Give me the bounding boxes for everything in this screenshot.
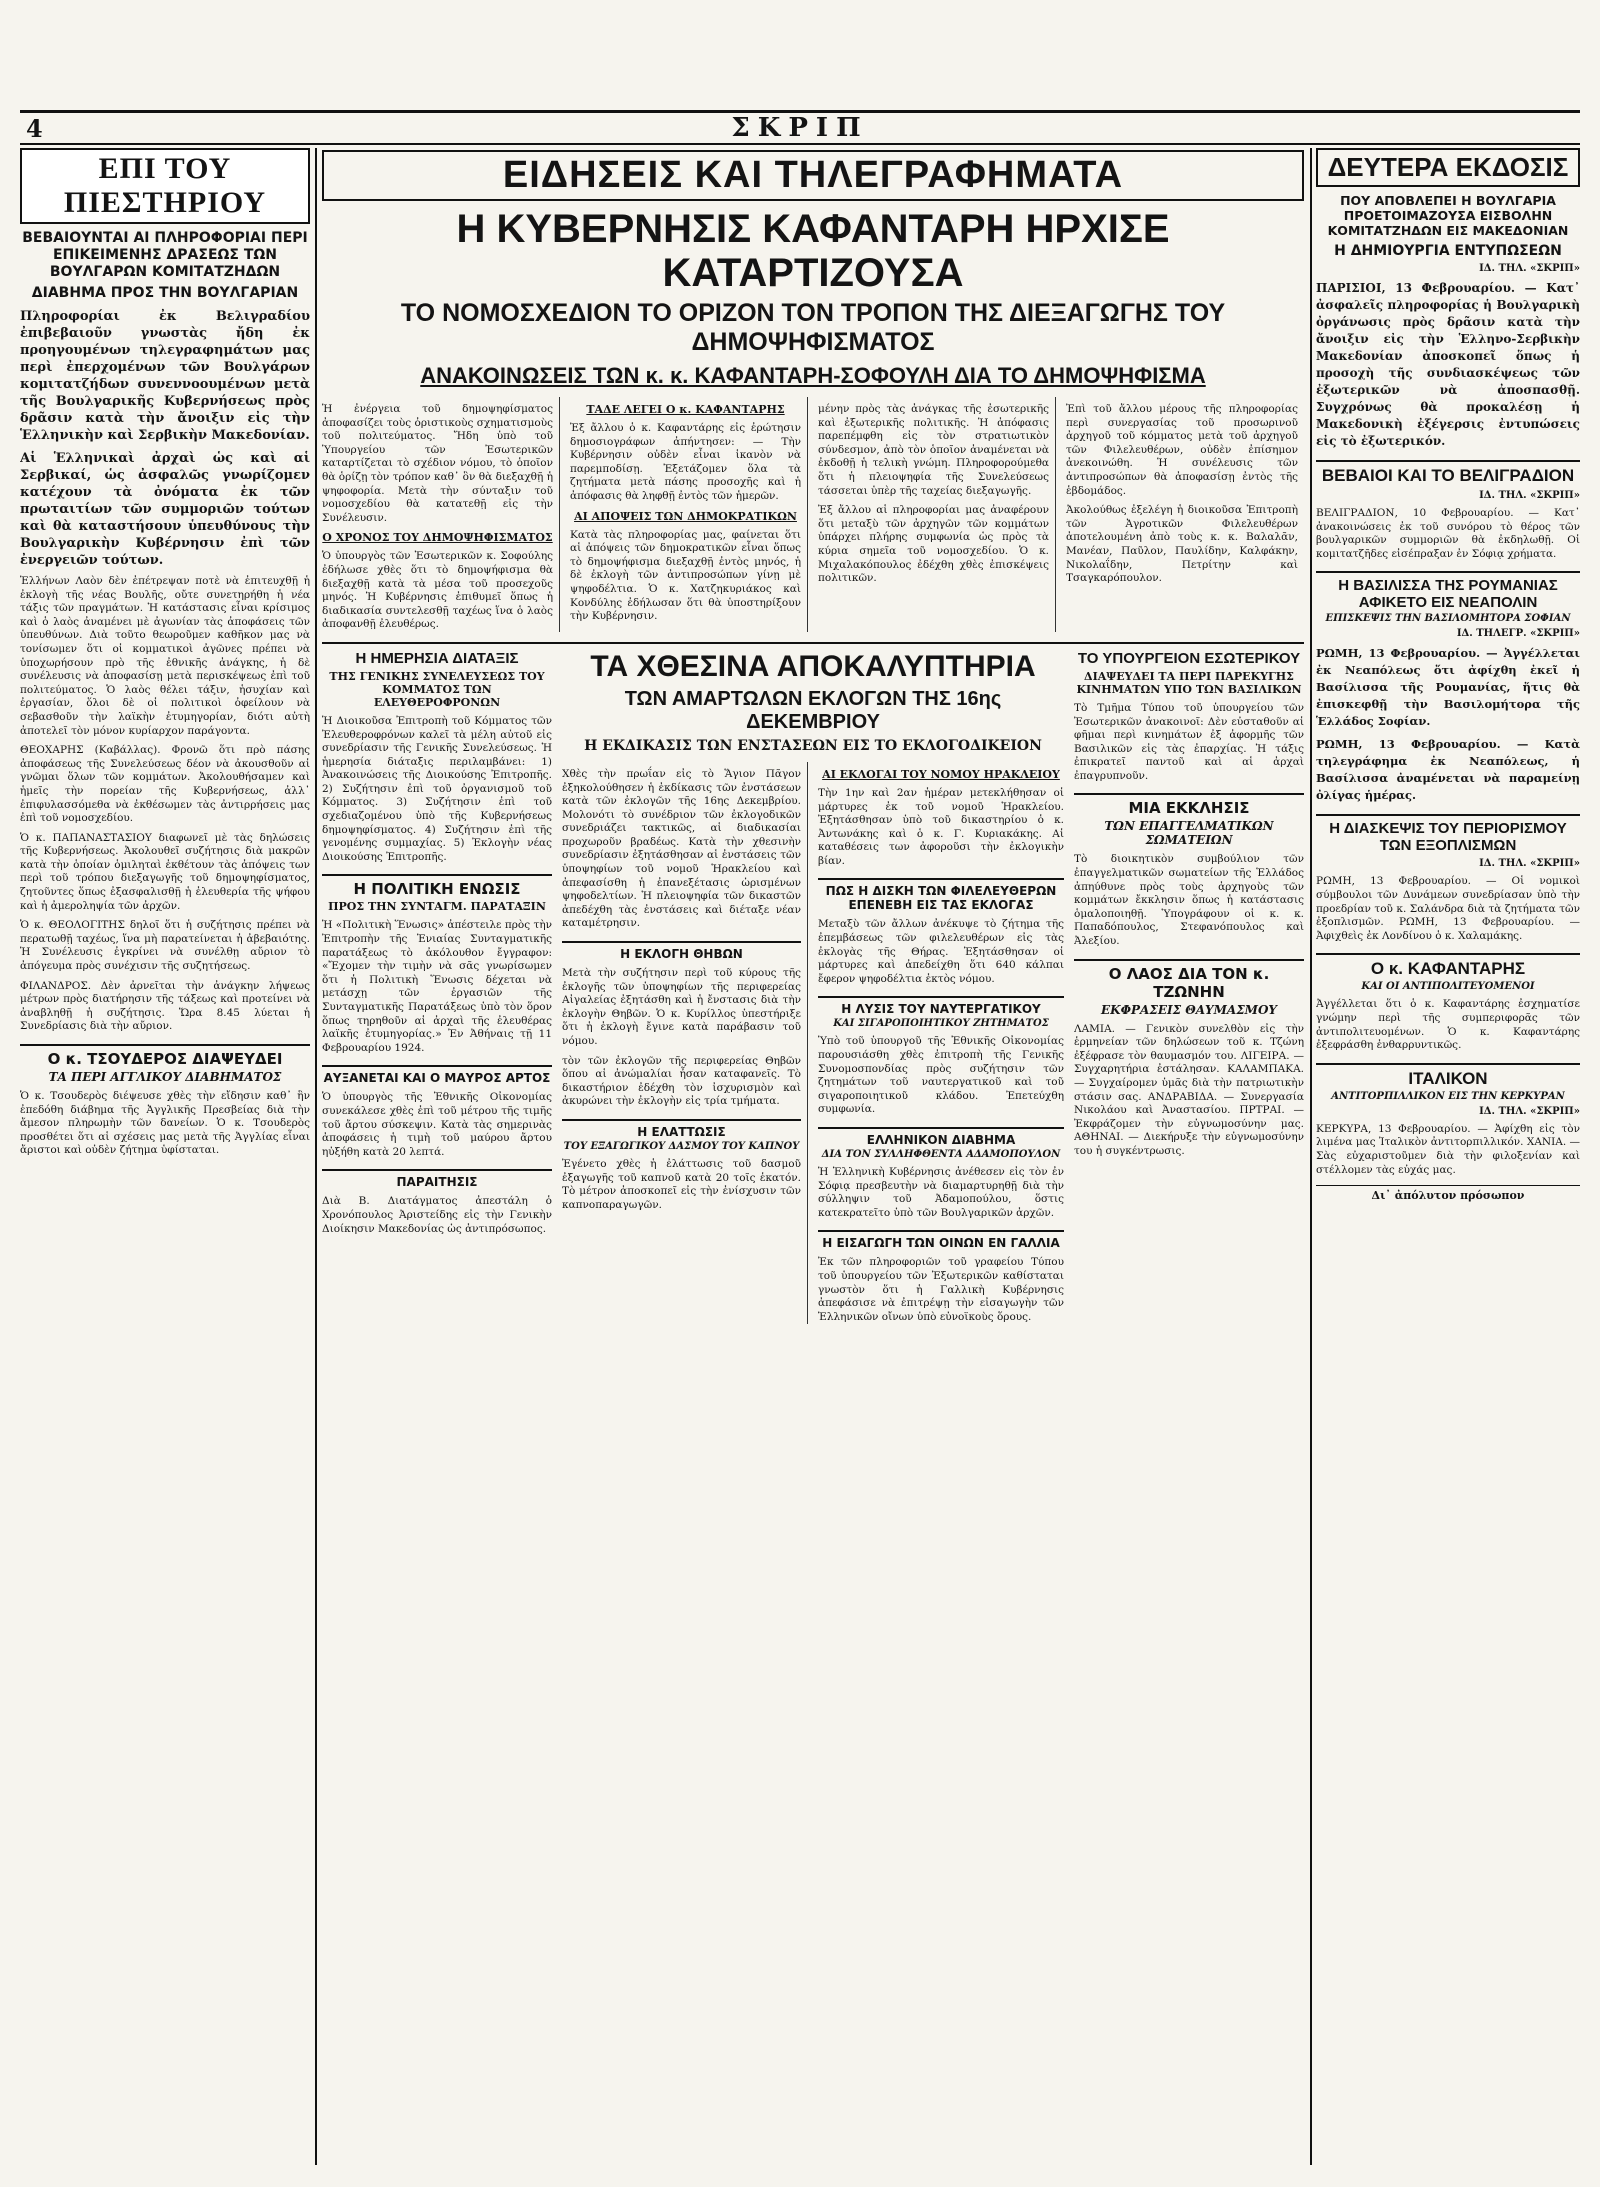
- belgrade-head: ΒΕΒΑΙΟΙ ΚΑΙ ΤΟ ΒΕΛΙΓΡΑΔΙΟΝ: [1316, 460, 1580, 486]
- kafantaris-sub: ΚΑΙ ΟΙ ΑΝΤΙΠΟΛΙΤΕΥΟΜΕΝΟΙ: [1361, 981, 1535, 993]
- main-headline: Η ΚΥΒΕΡΝΗΣΙΣ ΚΑΦΑΝΤΑΡΗ ΗΡΧΙΣΕ ΚΑΤΑΡΤΙΖΟΥΣΑ: [456, 207, 1170, 295]
- kafantaris-head: Ο κ. ΚΑΦΑΝΤΑΡΗΣ: [1316, 953, 1580, 979]
- lead-col-2-head-2: ΑΙ ΑΠΟΨΕΙΣ ΤΩΝ ΔΗΜΟΚΡΑΤΙΚΩΝ: [574, 509, 797, 523]
- heraklion-body: Τὴν 1ην καὶ 2αν ἡμέραν μετεκλήθησαν οἱ μάρτυρες ἐκ τοῦ νομοῦ Ἡρακλείου. Ἐξητάσθησαν ὑπὸ τοῦ δικαστηρίου ὁ κ. Ἀντωνάκης καὶ ὁ κ. Γ. Κυριακάκης. Αἱ καταθέσεις των ἀφοροῦσι τὴν ἐκλογικὴν βίαν.: [818, 786, 1064, 867]
- unveiling-col-1: [562, 762, 808, 1324]
- newspaper-title: ΣΚΡΙΠ: [731, 113, 869, 143]
- interior-ministry-sub: ΔΙΑΨΕΥΔΕΙ ΤΑ ΠΕΡΙ ΠΑΡΕΚΥΓΗΣ ΚΙΝΗΜΑΤΩΝ ΥΠΟ ΤΩΝ ΒΑΣΙΛΙΚΩΝ: [1076, 669, 1302, 696]
- unveiling-sub: ΤΩΝ ΑΜΑΡΤΩΛΩΝ ΕΚΛΟΓΩΝ ΤΗΣ 16ης ΔΕΚΕΜΒΡΙΟΥ: [624, 687, 1002, 733]
- left-body-2: ΘΕΟΧΑΡΗΣ (Καβάλλας). Φρονῶ ὅτι πρὸ πάσης ἀποφάσεως τῆς Συνελεύσεως δέον νὰ ἀκουσθοῦν αἱ γνῶμαι ὅλων τῶν κομμάτων. Ἀκολουθήσαμεν καὶ ἡμεῖς τὴν πορείαν τῆς Κυβερνήσεως, ἀλλ᾽ ἐπιφυλασσόμεθα νὰ ἐκθέσωμεν τὰς ἀντιρρήσεις μας ἐπὶ τοῦ νομοσχεδίου.: [20, 744, 310, 825]
- left-column: [20, 148, 310, 2165]
- lead-col-2: [570, 397, 808, 632]
- thebes-body-2: τὸν τῶν ἐκλογῶν τῆς περιφερείας Θηβῶν ὅπου αἱ ἀνώμαλίαι ἦσαν καταφανεῖς. Τὸ δικαστήριον ἐδέχθη τὸν ἰσχυρισμὸν καὶ ἀκυρώνει τὴν ἐκλογὴν εἰς τρία τμήματα.: [562, 1054, 801, 1108]
- page-number: 4: [26, 113, 43, 143]
- italian-body: ΚΕΡΚΥΡΑ, 13 Φεβρουαρίου. — Ἀφίχθη εἰς τὸν λιμένα μας Ἰταλικὸν ἀντιτορπιλλικόν. ΧΑΝΙΑ. — Σὰς εὐχαριστοῦμεν διὰ τὴν φιλοξενίαν καὶ στέλλομεν τὰς εὐχάς μας.: [1316, 1122, 1580, 1176]
- diplomatic-body: Ἡ Ἑλληνικὴ Κυβέρνησις ἀνέθεσεν εἰς τὸν ἐν Σόφιᾳ πρεσβευτὴν νὰ διαμαρτυρηθῇ διὰ τὴν σύλληψιν τοῦ Ἀδαμοπούλου, ὅστις κατεκρατεῖτο ὑπὸ τῶν Βουλγαρικῶν ἀρχῶν.: [818, 1166, 1064, 1219]
- left-section-body: Ὁ κ. Τσουδερὸς διέψευσε χθὲς τὴν εἴδησιν καθ᾽ ἣν ἐπεδόθη διάβημα τῆς Ἀγγλικῆς Πρεσβείας διὰ τὴν ἄμεσον πληρωμὴν τῶν δανείων. Ὁ κ. Τσουδερὸς προσθέτει ὅτι αἱ σχέσεις μας μετὰ τῆς Ἀγγλίας εἶναι ἄριστοι καὶ οὐδὲν ζήτημα ὑφίσταται.: [20, 1090, 310, 1157]
- people-sub: ΕΚΦΡΑΣΕΙΣ ΘΑΥΜΑΣΜΟΥ: [1101, 1002, 1277, 1017]
- people-head: Ο ΛΑΟΣ ΔΙΑ ΤΟΝ κ. ΤΖΩΝΗΝ: [1074, 959, 1304, 1001]
- lead-col-4-text: Ἐπὶ τοῦ ἄλλου μέρους τῆς πληροφορίας περὶ συνεργασίας τοῦ προσωρινοῦ ἀρχηγοῦ τοῦ κόμματος μετὰ τοῦ ἀρχηγοῦ τῶν Φιλελευθέρων, οὐδὲν ἐπίσημον ἀνεκοινώθη. Ἡ συνέλευσις τῶν ἀντιπροσώπων θὰ ἀποφασίσῃ ἐντὸς τῆς ἑβδομάδος.: [1066, 403, 1298, 497]
- thebes-body: Μετὰ τὴν συζήτησιν περὶ τοῦ κύρους τῆς ἐκλογῆς τῶν ὑποψηφίων τῆς περιφερείας Αἰγαλείας ἐξητάσθη καὶ ἡ ἔνστασις διὰ τὴν ἐκλογὴν Θηβῶν. Ὁ κ. Κυρίλλος ὑπεστήριξε ὅτι ἡ ἐκλογὴ ἔγινε κατὰ παράβασιν τοῦ νόμου.: [562, 967, 801, 1047]
- section-banner: ΕΙΔΗΣΕΙΣ ΚΑΙ ΤΗΛΕΓΡΑΦΗΜΑΤΑ: [322, 150, 1304, 201]
- lead-col-1-head: Ο ΧΡΟΝΟΣ ΤΟΥ ΔΗΜΟΨΗΦΙΣΜΑΤΟΣ: [322, 531, 553, 545]
- main-subline: ΤΟ ΝΟΜΟΣΧΕΔΙΟΝ ΤΟ ΟΡΙΖΟΝ ΤΟΝ ΤΡΟΠΟΝ ΤΗΣ ΔΙΕΞΑΓΩΓΗΣ ΤΟΥ ΔΗΜΟΨΗΦΙΣΜΑΤΟΣ: [400, 299, 1226, 356]
- appeal-head: ΜΙΑ ΕΚΚΛΗΣΙΣ: [1074, 793, 1304, 817]
- bread-body: Ὁ ὑπουργὸς τῆς Ἐθνικῆς Οἰκονομίας συνεκάλεσε χθὲς ἐπὶ τοῦ μέτρου τῆς τιμῆς τοῦ ἄρτου σύσκεψιν. Κατὰ τὰς σημερινὰς ἀποφάσεις ἡ τιμὴ τοῦ μαύρου ἄρτου ηὐξήθη κατὰ 20 λεπτά.: [322, 1091, 552, 1158]
- conference-body: ΡΩΜΗ, 13 Φεβρουαρίου. — Οἱ νομικοὶ σύμβουλοι τῶν Δυνάμεων συνεδρίασαν ὑπὸ τὴν προεδρίαν τοῦ κ. Σαλάνδρα διὰ τὰ ζητήματα τῶν ἐξοπλισμῶν. ΡΩΜΗ, 13 Φεβρουαρίου. — Ἀφιχθεὶς ἐκ Λονδίνου ὁ κ. Χαλαμάκης.: [1316, 875, 1580, 942]
- italian-sub: ΑΝΤΙΤΟΡΠΙΛΛΙΚΟΝ ΕΙΣ ΤΗΝ ΚΕΡΚΥΡΑΝ: [1331, 1090, 1565, 1102]
- seamen-head: Η ΛΥΣΙΣ ΤΟΥ ΝΑΥΤΕΡΓΑΤΙΚΟΥ: [818, 996, 1064, 1016]
- left-section-sub: ΤΑ ΠΕΡΙ ΑΓΓΛΙΚΟΥ ΔΙΑΒΗΜΑΤΟΣ: [48, 1070, 282, 1084]
- political-union-body: Ἡ «Πολιτικὴ Ἕνωσις» ἀπέστειλε πρὸς τὴν Ἐπιτροπὴν τῆς Ἑνιαίας Συνταγματικῆς παρατάξεως τὸ ἀκόλουθον ἔγγραφον: «Ἔχομεν τὴν τιμὴν νὰ σᾶς γνωρίσωμεν ὅτι ἡ Πολιτικὴ Ἕνωσις δέχεται νὰ μετάσχῃ τῶν ἐργασιῶν τῆς Συνταγματικῆς Παρατάξεως ὑπὸ τὸν ὅρον ὅπως τηρηθοῦν αἱ ἀρχαὶ τῆς ἐλευθέρας λαϊκῆς ἐτυμηγορίας.» Ἐν Ἀθήναις τῇ 11 Φεβρουαρίου 1924.: [322, 919, 552, 1054]
- appeal-body: Τὸ διοικητικὸν συμβούλιον τῶν ἐπαγγελματικῶν σωματείων τῆς Ἑλλάδος ἀπηύθυνε πρὸς τοὺς ἀρχηγοὺς τῶν κομμάτων ἔκκλησιν ὅπως ἡ κατάστασις ὁμαλοποιηθῇ. Ὑπογράφουν οἱ κ. κ. Παπαδόπουλος, Στεφανόπουλος καὶ Ἀλεξίου.: [1074, 853, 1304, 948]
- center-column: [322, 148, 1304, 2165]
- interior-ministry-head: ΤΟ ΥΠΟΥΡΓΕΙΟΝ ΕΣΩΤΕΡΙΚΟΥ: [1077, 649, 1301, 667]
- queen-head: Η ΒΑΣΙΛΙΣΣΑ ΤΗΣ ΡΟΥΜΑΝΙΑΣ ΑΦΙΚΕΤΟ ΕΙΣ ΝΕΑΠΟΛΙΝ: [1316, 571, 1580, 611]
- bread-head: ΑΥΞΑΝΕΤΑΙ ΚΑΙ Ο ΜΑΥΡΟΣ ΑΡΤΟΣ: [322, 1065, 552, 1085]
- resignation-body: Διὰ Β. Διατάγματος ἀπεστάλη ὁ Χρονόπουλος Ἀριστείδης εἰς τὴν Γενικὴν Διοίκησιν Μακεδονίας ὡς ἀντιπρόσωπος.: [322, 1195, 552, 1235]
- political-union-sub: ΠΡΟΣ ΤΗΝ ΣΥΝΤΑΓΜ. ΠΑΡΑΤΑΞΙΝ: [328, 900, 546, 914]
- queen-body-2: ΡΩΜΗ, 13 Φεβρουαρίου. — Κατὰ τηλεγράφημα ἐκ Νεαπόλεως, ἡ Βασίλισσα ἀναμένεται νὰ παραμείνῃ ὀλίγας ἡμέρας.: [1316, 737, 1580, 803]
- lead-col-2-text-2: Κατὰ τὰς πληροφορίας μας, φαίνεται ὅτι αἱ ἀπόψεις τῶν δημοκρατικῶν εἶναι ὅπως τὸ δημοψήφισμα διεξαχθῇ ἐντὸς μηνός, ἡ δὲ ἐκλογὴ τῶν ἀντιπροσώπων γίνῃ μὲ ψηφοδέλτια. Ὁ κ. Χατζηκυριάκος καὶ Κονδύλης ἐδήλωσαν ὅτι θὰ ὑποστηρίξουν τὴν Κυβέρνησιν.: [570, 528, 801, 623]
- unveiling-columns: [562, 762, 1064, 1324]
- dateline: ΙΔ. ΤΗΛΕΓΡ. «ΣΚΡΙΠ»: [1456, 628, 1580, 640]
- diplomatic-head: ΕΛΛΗΝΙΚΟΝ ΔΙΑΒΗΜΑ: [818, 1127, 1064, 1147]
- lower-left: [322, 650, 552, 1324]
- lower-center: [562, 650, 1064, 1324]
- left-body-3: Ὁ κ. ΠΑΠΑΝΑΣΤΑΣΙΟΥ διαφωνεῖ μὲ τὰς δηλώσεις τῆς Κυβερνήσεως. Ἀκολουθεῖ συζήτησις διὰ μακρῶν κατὰ τὴν ὁποίαν ὁμιληταὶ ἐκθέτουν τὰς ἀπόψεις των περὶ τοῦ τρόπου διεξαγωγῆς τοῦ δημοψηφίσματος, ζητοῦντες ὅπως ἐξασφαλισθῇ ἡ ἐλευθερία τῆς ψήφου καὶ ἡ ἀμεροληψία τῶν ἀρχῶν.: [20, 831, 310, 912]
- agenda-body: Ἡ Διοικοῦσα Ἐπιτροπὴ τοῦ Κόμματος τῶν Ἐλευθεροφρόνων καλεῖ τὰ μέλη αὐτοῦ εἰς συνεδρίασιν τῆς Γενικῆς Συνελεύσεως. Ἡ ἡμερησία διάταξις περιλαμβάνει: 1) Ἀνακοινώσεις τῆς Διοικούσης Ἐπιτροπῆς. 2) Συζήτησιν ἐπὶ τοῦ ὀργανισμοῦ τοῦ Κόμματος. 3) Συζήτησιν ἐπὶ τοῦ σχεδιαζομένου ὑπὸ τῆς Κυβερνήσεως δημοψηφίσματος. 4) Συζήτησιν ἐπὶ τῆς γενομένης συμμαχίας. 5) Ἐκλογὴν νέας Διοικούσης Ἐπιτροπῆς.: [322, 714, 552, 863]
- lead-col-1-text-2: Ὁ ὑπουργὸς τῶν Ἐσωτερικῶν κ. Σοφούλης ἐδήλωσε χθὲς ὅτι τὸ δημοψήφισμα θὰ διεξαχθῇ κατὰ τὰ μέσα τοῦ προσεχοῦς μηνός. Ἡ Κυβέρνησις ἐπιθυμεῖ ὅπως ἡ διαδικασία συντελεσθῇ ταχέως ἵνα ὁ λαὸς ἀποφανθῇ ἐλευθέρως.: [322, 550, 553, 631]
- tobacco-body: Ἐγένετο χθὲς ἡ ἐλάττωσις τοῦ δασμοῦ ἐξαγωγῆς τοῦ καπνοῦ κατὰ 20 τοῖς ἑκατόν. Τὸ μέτρον ἀποσκοπεῖ εἰς τὴν ἐνίσχυσιν τῶν καπνοπαραγωγῶν.: [562, 1157, 801, 1211]
- lead-col-3: [818, 397, 1056, 632]
- liberals-head: ΠΩΣ Η ΔΙΣΚΗ ΤΩΝ ΦΙΛΕΛΕΥΘΕΡΩΝ ΕΠΕΝΕΒΗ ΕΙΣ ΤΑΣ ΕΚΛΟΓΑΣ: [818, 878, 1064, 912]
- second-edition-head: ΔΕΥΤΕΡΑ ΕΚΔΟΣΙΣ: [1316, 148, 1580, 187]
- kafantaris-body: Ἀγγέλλεται ὅτι ὁ κ. Καφαντάρης ἐσχηματίσε γνώμην περὶ τῆς συμπεριφορᾶς τῶν ἀντιπολιτευομένων. Ὁ κ. Καφαντάρης ἐξεφράσθη ἐνθαρρυντικῶς.: [1316, 998, 1580, 1052]
- lead-col-4-text-2: Ἀκολούθως ἐξελέγη ἡ διοικοῦσα Ἐπιτροπὴ τῶν Ἀγροτικῶν Φιλελευθέρων ἀποτελουμένη ἀπὸ τοὺς κ. κ. Βαλαλᾶν, Μανέαν, Παῦλον, Παυλίδην, Καλφάκην, Νικολαΐδην, Πετρίτην καὶ Τσαγκαρόπουλον.: [1066, 504, 1298, 585]
- column-rule: [1310, 148, 1312, 2165]
- right-column: [1316, 148, 1580, 2165]
- wine-head: Η ΕΙΣΑΓΩΓΗ ΤΩΝ ΟΙΝΩΝ ΕΝ ΓΑΛΛΙΑ: [818, 1230, 1064, 1250]
- italian-head: ΙΤΑΛΙΚΟΝ: [1316, 1063, 1580, 1089]
- tobacco-head: Η ΕΛΑΤΤΩΣΙΣ: [562, 1119, 801, 1139]
- lead-col-2-text: Ἐξ ἄλλου ὁ κ. Καφαντάρης εἰς ἐρώτησιν δημοσιογράφων ἀπήντησεν: — Τὴν Κυβέρνησιν οὐδὲν εἶναι ἱκανὸν νὰ παρεμποδίσῃ. Ἐξετάζομεν ὅλα τὰ ζητήματα μετὰ πάσης προσοχῆς καὶ ἡ ἀπόφασις θὰ ληφθῇ ἐντὸς τῶν ἡμερῶν.: [570, 422, 801, 502]
- left-lead-2: Αἱ Ἑλληνικαὶ ἀρχαὶ ὡς καὶ αἱ Σερβικαί, ὡς ἀσφαλῶς γνωρίζομεν κατέχουν τὰ ὀνόματα ἐκ τῶν πρωταιτίων τῶν συμμοριῶν τούτων καὶ θὰ καταστήσουν ὑπευθύνους τὴν Βουλγαρικὴν Κυβέρνησιν ἐπὶ τῶν ἐνεργειῶν τούτων.: [20, 451, 310, 568]
- dateline: ΙΔ. ΤΗΛ. «ΣΚΡΙΠ»: [1479, 1105, 1580, 1117]
- political-union-head: Η ΠΟΛΙΤΙΚΗ ΕΝΩΣΙΣ: [322, 874, 552, 898]
- appeal-sub: ΤΩΝ ΕΠΑΓΓΕΛΜΑΤΙΚΩΝ ΣΩΜΑΤΕΙΩΝ: [1104, 819, 1274, 848]
- queen-sub: ΕΠΙΣΚΕΨΙΣ ΤΗΝ ΒΑΣΙΛΟΜΗΤΟΡΑ ΣΟΦΙΑΝ: [1325, 613, 1571, 625]
- heraklion-head: ΑΙ ΕΚΛΟΓΑΙ ΤΟΥ ΝΟΜΟΥ ΗΡΑΚΛΕΙΟΥ: [822, 767, 1060, 781]
- unveiling-head: ΤΑ ΧΘΕΣΙΝΑ ΑΠΟΚΑΛΥΠΤΗΡΙΑ: [590, 649, 1036, 683]
- seamen-sub: ΚΑΙ ΣΙΓΑΡΟΠΟΙΗΤΙΚΟΥ ΖΗΤΗΜΑΤΟΣ: [833, 1018, 1049, 1030]
- lower-section: [322, 642, 1304, 1324]
- resignation-head: ΠΑΡΑΙΤΗΣΙΣ: [322, 1169, 552, 1189]
- second-edition-sub-2: Η ΔΗΜΙΟΥΡΓΙΑ ΕΝΤΥΠΩΣΕΩΝ: [1334, 243, 1562, 259]
- lead-col-1: [322, 397, 560, 632]
- lead-col-3-text: μένην πρὸς τὰς ἀνάγκας τῆς ἐσωτερικῆς καὶ ἐξωτερικῆς πολιτικῆς. Ἡ ἀπόφασις παρεπέμφθη εἰς τὸν στρατιωτικὸν σύνδεσμον, ἀπὸ τὸν ὁποῖον ἀναμένεται νὰ ἐκδοθῇ ἡ τελικὴ γνώμη. Πληροφορούμεθα ὅτι ἡ πλειοψηφία τῆς Συνελεύσεως τάσσεται ὑπὲρ τῆς ταχείας διεξαγωγῆς.: [818, 403, 1049, 497]
- conference-head: Η ΔΙΑΣΚΕΨΙΣ ΤΟΥ ΠΕΡΙΟΡΙΣΜΟΥ ΤΩΝ ΕΞΟΠΛΙΣΜΩΝ: [1316, 814, 1580, 854]
- paris-body: ΠΑΡΙΣΙΟΙ, 13 Φεβρουαρίου. — Κατ᾽ ἀσφαλεῖς πληροφορίας ἡ Βουλγαρικὴ ὀργάνωσις πρὸς δρᾶσιν κατὰ τὴν ἄνοιξιν εἰς τὴν Ἑλληνο-Σερβικὴν Μακεδονίαν ἀποσκοπεῖ ὅπως ἡ προσοχὴ τῆς συνδιασκέψεως τῶν ἐξωτερικῶν νὰ ἀποσπασθῇ. Συγχρόνως θὰ προκαλέσῃ ἡ Μακεδονικὴ ἐξέγερσις ἐντυπώσεις εἰς τὸ ἐξωτερικόν.: [1316, 281, 1580, 448]
- unveiling-sub-2: Η ΕΚΔΙΚΑΣΙΣ ΤΩΝ ΕΝΣΤΑΣΕΩΝ ΕΙΣ ΤΟ ΕΚΛΟΓΟΔΙΚΕΙΟΝ: [584, 737, 1042, 754]
- left-headline: ΕΠΙ ΤΟΥ ΠΙΕΣΤΗΡΙΟΥ: [20, 148, 310, 224]
- dateline: ΙΔ. ΤΗΛ. «ΣΚΡΙΠ»: [1479, 490, 1580, 501]
- left-lead: Πληροφορίαι ἐκ Βελιγραδίου ἐπιβεβαιοῦν γνωστὰς ἤδη ἐκ προηγουμένων τηλεγραφημάτων μας περὶ ἐπερχομένων τῶν Βουλγάρων κομιτατζήδων συνεννοουμένων μετὰ τῆς Βουλγαρικῆς Κυβερνήσεως πρὸς δρᾶσιν κατὰ τὴν ἄνοιξιν εἰς τὴν Ἑλληνικὴν καὶ Σερβικὴν Μακεδονίαν.: [20, 309, 310, 443]
- queen-body: ΡΩΜΗ, 13 Φεβρουαρίου. — Ἀγγέλλεται ἐκ Νεαπόλεως ὅτι ἀφίχθη ἐκεῖ ἡ Βασίλισσα τῆς Ρουμανίας, ἥτις θὰ ἐπισκεφθῇ τὴν Βασιλομήτορα τῆς Ἑλλάδος Σοφίαν.: [1316, 646, 1580, 729]
- left-subhead: ΒΕΒΑΙΟΥΝΤΑΙ ΑΙ ΠΛΗΡΟΦΟΡΙΑΙ ΠΕΡΙ ΕΠΙΚΕΙΜΕΝΗΣ ΔΡΑΣΕΩΣ ΤΩΝ ΒΟΥΛΓΑΡΩΝ ΚΟΜΙΤΑΤΖΗΔΩΝ: [22, 230, 308, 280]
- diplomatic-sub: ΔΙΑ ΤΟΝ ΣΥΛΛΗΦΘΕΝΤΑ ΑΔΑΜΟΠΟΥΛΟΝ: [821, 1149, 1061, 1160]
- agenda-sub: ΤΗΣ ΓΕΝΙΚΗΣ ΣΥΝΕΛΕΥΣΕΩΣ ΤΟΥ ΚΟΜΜΑΤΟΣ ΤΩΝ ΕΛΕΥΘΕΡΟΦΡΟΝΩΝ: [329, 669, 545, 709]
- dateline: ΙΔ. ΤΗΛ. «ΣΚΡΙΠ»: [1479, 858, 1580, 870]
- liberals-body: Μεταξὺ τῶν ἄλλων ἀνέκυψε τὸ ζήτημα τῆς ἐπεμβάσεως τῶν φιλελευθέρων εἰς τὰς ἐκλογὰς τῆς Θήρας. Ἐξητάσθησαν οἱ μάρτυρες καὶ ἀπεδείχθη ὅτι 640 κάλπαι ἔφερον ψηφοδέλτια ἐκτὸς νόμου.: [818, 918, 1064, 985]
- dateline: ΙΔ. ΤΗΛ. «ΣΚΡΙΠ»: [1479, 263, 1580, 274]
- agenda-head: Η ΗΜΕΡΗΣΙΑ ΔΙΑΤΑΞΙΣ: [355, 649, 519, 667]
- unveiling-body-1: Χθὲς τὴν πρωΐαν εἰς τὸ Ἅγιον Πᾶγον ἐξηκολούθησεν ἡ ἐκδίκασις τῶν ἐνστάσεων κατὰ τῶν ἐκλογῶν τῆς 16ης Δεκεμβρίου. Μολονότι τὸ συνέδριον τῶν ἐκλογοδικῶν συνεδριάζει τακτικῶς, αἱ διαδικασίαι προχωροῦν βραδέως. Κατὰ τὴν χθεσινὴν συνεδρίασιν ἐξητάσθησαν αἱ ἐνστάσεις τῶν ὑποψηφίων τοῦ νομοῦ Ἡρακλείου καὶ ἀπεφασίσθη ἡ ἐπανεξέτασις ὡρισμένων ψηφοδελτίων. Ἡ πλειοψηφία τῶν δικαστῶν ἀπεδέχθη τὰς ἐνστάσεις καὶ διέταξε νέαν καταμέτρησιν.: [562, 767, 801, 930]
- masthead-bar: [20, 110, 1580, 145]
- lead-col-4: [1066, 397, 1304, 632]
- people-body: ΛΑΜΙΑ. — Γενικὸν συνελθὸν εἰς τὴν ἑρμηνείαν τῶν δηλώσεων τοῦ κ. Τζώνη ἐξέφρασε τὸν θαυμασμόν του. ΛΙΓΕΙΡΑ. — Συγχαρητήρια ἐστάλησαν. ΚΑΛΑΜΠΑΚΑ. — Συγχαίρομεν ὑμᾶς διὰ τὴν πατριωτικὴν στάσιν σας. ΑΝΔΡΑΒΙΔΑ. — Συνεργασία Νικολάου καὶ Ἀναστασίου. ΠΡΤΡΑΙ. — Ἐκφράζομεν τὴν εὐγνωμοσύνην μας. ΑΘΗΝΑΙ. — Διεκήρυξε τὴν εὐγνωμοσύνην του ἡ συγκέντρωσις.: [1074, 1022, 1304, 1157]
- lead-col-3-text-2: Ἐξ ἄλλου αἱ πληροφορίαι μας ἀναφέρουν ὅτι μεταξὺ τῶν ἀρχηγῶν τῶν κομμάτων ὑπάρχει πλήρης συμφωνία ὡς πρὸς τὰ κύρια σημεῖα τοῦ νομοσχεδίου. Ὁ κ. Μιχαλακόπουλος ἐδέχθη χθὲς ἐπισκέψεις πολιτικῶν.: [818, 504, 1049, 585]
- column-rule: [315, 148, 317, 2165]
- thebes-head: Η ΕΚΛΟΓΗ ΘΗΒΩΝ: [562, 941, 801, 961]
- interior-ministry-body: Τὸ Τμῆμα Τύπου τοῦ ὑπουργείου τῶν Ἐσωτερικῶν ἀνακοινοῖ: Δὲν εὐσταθοῦν αἱ φῆμαι περὶ κινημάτων ἐξ ἀφορμῆς τῶν Βασιλικῶν εἰς τὰς ἐπαρχίας. Ἡ τάξις ἐπικρατεῖ παντοῦ καὶ αἱ ἀρχαὶ ἐπαγρυπνοῦν.: [1074, 701, 1304, 782]
- lower-right: [1074, 650, 1304, 1324]
- left-body-1: Ἑλλήνων Λαὸν δὲν ἐπέτρεψαν ποτὲ νὰ ἐπιτευχθῇ ἡ ἐκλογὴ τῆς νέας Βουλῆς, οὔτε συνετηρήθη ἡ νέα τάξις τῶν πραγμάτων. Ἡ κατάστασις εἶναι κρίσιμος καὶ ὁ λαὸς ἀναμένει μὲ ἀγωνίαν τὰς ἀποφάσεις τῶν ὑπευθύνων. Διὰ τοῦτο θεωροῦμεν καθῆκον μας νὰ τονίσωμεν ὅτι οἱ κομματικοὶ ἀγῶνες πρέπει νὰ ὑποχωρήσουν πρὸ τῆς ἐθνικῆς ἀνάγκης, ἡ δὲ συνέλευσις νὰ ἀποφασίσῃ μετὰ περισκέψεως ἐπὶ τοῦ πολιτεύματος. Ὁ λαὸς θέλει τάξιν, ἡσυχίαν καὶ ἐργασίαν, ὅλοι δὲ οἱ πολιτικοὶ ὀφείλουν νὰ σεβασθοῦν τὴν λαϊκὴν ἐτυμηγορίαν, διότι αὐτὴ ἀποτελεῖ τὸν μόνον κυρίαρχον παράγοντα.: [20, 575, 310, 737]
- left-subhead-2: ΔΙΑΒΗΜΑ ΠΡΟΣ ΤΗΝ ΒΟΥΛΓΑΡΙΑΝ: [31, 285, 299, 301]
- second-edition-sub: ΠΟΥ ΑΠΟΒΛΕΠΕΙ Η ΒΟΥΛΓΑΡΙΑ ΠΡΟΕΤΟΙΜΑΖΟΥΣΑ ΕΙΣΒΟΛΗΝ ΚΟΜΙΤΑΤΖΗΔΩΝ ΕΙΣ ΜΑΚΕΔΟΝΙΑΝ: [1327, 193, 1569, 238]
- left-section-head: Ο κ. ΤΣΟΥΔΕΡΟΣ ΔΙΑΨΕΥΔΕΙ: [20, 1044, 310, 1068]
- lead-story-columns: [322, 397, 1304, 632]
- wine-body: Ἐκ τῶν πληροφοριῶν τοῦ γραφείου Τύπου τοῦ ὑπουργείου τῶν Ἐξωτερικῶν καθίσταται γνωστὸν ὅτι ἡ Γαλλικὴ Κυβέρνησις ἀπεφάσισε νὰ ἐπιτρέψῃ τὴν εἰσαγωγὴν τῶν Ἑλληνικῶν οἴνων ὑπὸ εὐνοϊκοὺς ὅρους.: [818, 1256, 1064, 1323]
- lead-col-1-text: Ἡ ἐνέργεια τοῦ δημοψηφίσματος ἀποφασίζει τοὺς ὀριστικοὺς σχηματισμοὺς τοῦ πολιτεύματος. Ἤδη ὑπὸ τοῦ Ὑπουργείου τῶν Ἐσωτερικῶν καταρτίζεται τὸ σχέδιον νόμου, τὸ ὁποῖον θὰ ὁρίζῃ τὸν τρόπον καθ᾽ ὃν θὰ διεξαχθῇ ἡ ψηφοφορία. Μετὰ τὴν σύνταξιν τοῦ νομοσχεδίου θὰ κατατεθῇ εἰς τὴν Συνέλευσιν.: [322, 403, 553, 524]
- lead-col-2-head: ΤΑΔΕ ΛΕΓΕΙ Ο κ. ΚΑΦΑΝΤΑΡΗΣ: [586, 403, 785, 416]
- main-subline-2: ΑΝΑΚΟΙΝΩΣΕΙΣ ΤΩΝ κ. κ. ΚΑΦΑΝΤΑΡΗ-ΣΟΦΟΥΛΗ ΔΙΑ ΤΟ ΔΗΜΟΨΗΦΙΣΜΑ: [420, 363, 1206, 388]
- seamen-body: Ὑπὸ τοῦ ὑπουργοῦ τῆς Ἐθνικῆς Οἰκονομίας παρουσιάσθη χθὲς ἐπιτροπὴ τῆς Γενικῆς Συνομοσπονδίας πρὸς συζήτησιν τῶν ζητημάτων τοῦ ναυτεργατικοῦ καὶ τοῦ σιγαροποιητικοῦ κλάδου. Ἐπετεύχθη συμφωνία.: [818, 1035, 1064, 1116]
- signature: Δι᾽ ἀπόλυτον πρόσωπον: [1316, 1185, 1580, 1202]
- belgrade-body: ΒΕΛΙΓΡΑΔΙΟΝ, 10 Φεβρουαρίου. — Κατ᾽ ἀνακοινώσεις ἐκ τοῦ συνόρου τὸ θέρος τῶν βουλγαρικῶν συμμοριῶν θὰ ἐκδηλωθῇ. Οἱ κομιτατζῆδες εἰσέπραξαν ἐν Σόφιᾳ χρήματα.: [1316, 507, 1580, 560]
- unveiling-col-2: [818, 762, 1064, 1324]
- left-body-4: Ὁ κ. ΘΕΟΛΟΓΙΤΗΣ δηλοῖ ὅτι ἡ συζήτησις πρέπει νὰ περατωθῇ ταχέως, ἵνα μὴ παρατείνεται ἡ ἀβεβαιότης. Ἡ Συνέλευσις ἐγκρίνει νὰ συνέλθῃ αὔριον τὸ ἀπόγευμα πρὸς συνέχισιν τῆς συζητήσεως.: [20, 919, 310, 973]
- tobacco-sub: ΤΟΥ ΕΞΑΓΩΓΙΚΟΥ ΔΑΣΜΟΥ ΤΟΥ ΚΑΠΝΟΥ: [563, 1140, 800, 1152]
- left-body-5: ΦΙΛΑΝΔΡΟΣ. Δὲν ἀρνεῖται τὴν ἀνάγκην λήψεως μέτρων πρὸς διατήρησιν τῆς τάξεως καὶ προτείνει νὰ ἀναβληθῇ ἡ συζήτησις. Ὥρα 8.45 λύεται ἡ Συνεδρίασις διὰ τὴν αὔριον.: [20, 979, 310, 1033]
